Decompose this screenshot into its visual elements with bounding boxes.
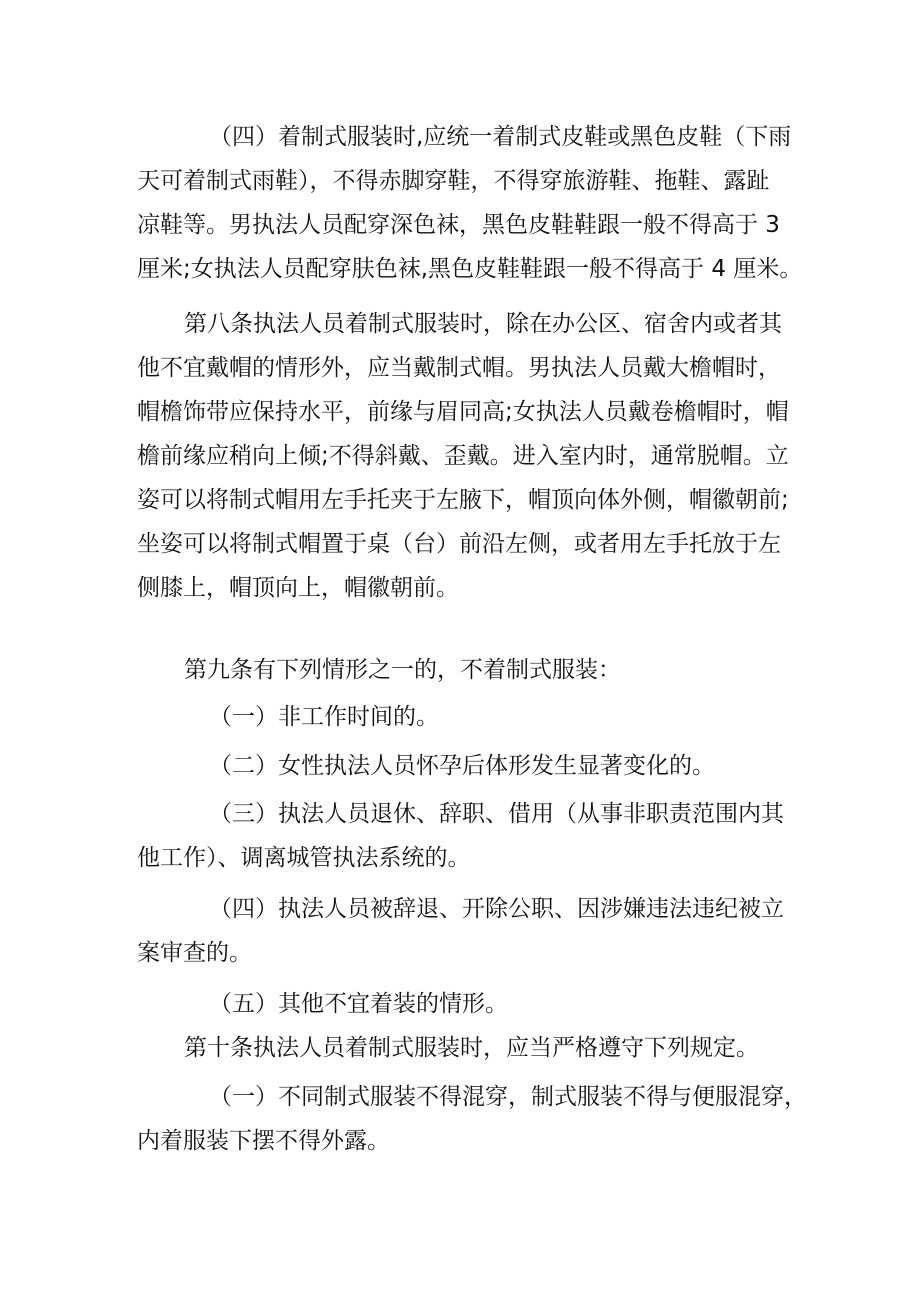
text-line: 坐姿可以将制式帽置于桌（台）前沿左侧，或者用左手托放于左 (137, 531, 781, 557)
text-line: 内着服装下摆不得外露。 (137, 1128, 390, 1154)
text-line: 第十条执法人员着制式服装时，应当严格遵守下列规定。 (184, 1035, 759, 1061)
text-line: （三）执法人员退休、辞职、借用（从事非职责范围内其 (209, 801, 784, 827)
text-line: 案审查的。 (137, 940, 252, 966)
text-line: （二）女性执法人员怀孕后体形发生显著变化的。 (209, 753, 715, 779)
text-line: 姿可以将制式帽用左手托夹于左腋下，帽顶向体外侧，帽徽朝前; (137, 487, 789, 513)
text-line: 帽檐饰带应保持水平，前缘与眉同高;女执法人员戴卷檐帽时，帽 (137, 399, 789, 425)
text-line: （一）不同制式服装不得混穿，制式服装不得与便服混穿， (209, 1084, 807, 1110)
paragraph-item-1 (137, 700, 797, 734)
paragraph-item-2 (137, 749, 797, 783)
text-line: 厘米;女执法人员配穿肤色袜,黑色皮鞋鞋跟一般不得高于 4 厘米。 (137, 256, 803, 282)
paragraph-article-10-item-1 (137, 1080, 807, 1158)
text-line: 他不宜戴帽的情形外，应当戴制式帽。男执法人员戴大檐帽时， (137, 355, 781, 381)
text-line: （四）执法人员被辞退、开除公职、因涉嫌违法违纪被立 (209, 896, 784, 922)
paragraph-item-5 (137, 987, 797, 1021)
paragraph-item-4 (137, 892, 797, 970)
text-line: 天可着制式雨鞋），不得赤脚穿鞋，不得穿旅游鞋、拖鞋、露趾 (137, 168, 770, 194)
paragraph-article-10 (137, 1031, 797, 1065)
paragraph-article-9 (137, 653, 797, 687)
text-line: 第八条执法人员着制式服装时，除在办公区、宿舍内或者其 (184, 311, 782, 337)
text-line: 第九条有下列情形之一的，不着制式服装： (184, 657, 621, 683)
text-line: 檐前缘应稍向上倾;不得斜戴、歪戴。进入室内时，通常脱帽。立 (137, 443, 789, 469)
text-line: （四）着制式服装时,应统一着制式皮鞋或黑色皮鞋（下雨 (209, 124, 792, 150)
text-line: 他工作）、调离城管执法系统的。 (137, 845, 471, 871)
paragraph-item-3 (137, 797, 797, 875)
text-line: （五）其他不宜着装的情形。 (209, 991, 508, 1017)
text-line: 侧膝上，帽顶向上，帽徽朝前。 (137, 575, 459, 601)
paragraph-shoes (137, 120, 803, 286)
text-line: （一）非工作时间的。 (209, 704, 439, 730)
text-line: 凉鞋等。男执法人员配穿深色袜，黑色皮鞋鞋跟一般不得高于 3 (137, 212, 780, 238)
paragraph-article-8 (137, 307, 797, 605)
